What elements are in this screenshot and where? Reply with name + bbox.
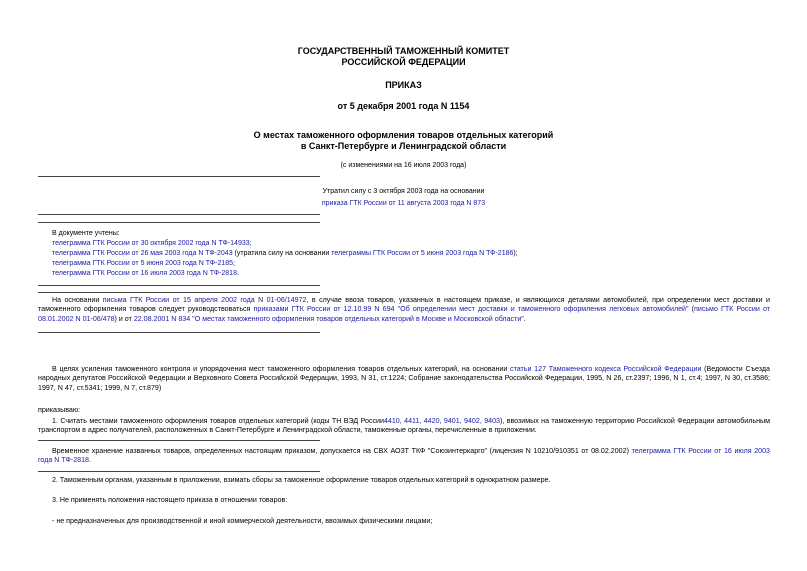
history-link[interactable]: телеграмма ГТК России от 26 мая 2003 года N ТФ-2043 — [52, 250, 233, 257]
history-link[interactable]: телеграмма ГТК России от 30 октября 2002 года N ТФ-14933; — [52, 240, 252, 247]
basis-orders-link[interactable]: приказами ГТК России от 12.10.99 N 694 "Об определении мест доставки и таможенного оформления легковых автомобилей" — [253, 305, 689, 314]
status-repeal-link[interactable]: приказа ГТК России от 11 августа 2003 года N 873 — [321, 200, 486, 207]
history-link[interactable]: телеграмма ГТК России от 5 июня 2003 года N ТФ-2185; — [52, 260, 235, 267]
basis-letter2-link[interactable]: письмо ГТК России от 08.01.2002 N 01-06/478 — [38, 305, 770, 323]
clause-1: 1. Считать местами таможенного оформления товаров отдельных категорий (коды ТН ВЭД России4410, 4411, 4420, 9401, 9402, 9403), ввозимых на таможенную территорию Российской Федерации автомобильным транспортом в адрес получателей, расположенных в Санкт-Петербурге и Ленинградской области, таможенные органы, перечисленные в приложении. — [38, 417, 771, 435]
storage-paragraph: Временное хранение названных товаров, определенных настоящим приказом, допускается на СВХ АОЗТ ТКФ "Союзинтеркарго" (лицензия N 10210/910351 от 08.02.2002) телеграмма ГТК России от 16 июля 2003 года N ТФ-2818. — [38, 447, 770, 465]
preamble-paragraph: В целях усиления таможенного контроля и упорядочения мест таможенного оформления товаров отдельных категорий, на основании статьи 127 Таможенного кодекса Российской Федерации (Ведомости Съезда народных депутатов Российской Федерации и Верховного Совета Российской Федерации, 1993, N 31, ст.1224; Собрание законодательства Российской Федерации, 1995, N 26, ст.2397; 1996, N 1, ст.4; 1997, N 30, ст.3586; 1997, N 47, ст.5341; 1999, N 7, ст.879) — [38, 365, 770, 392]
authority-line-1: ГОСУДАРСТВЕННЫЙ ТАМОЖЕННЫЙ КОМИТЕТ — [297, 46, 510, 56]
history-block — [52, 229, 518, 279]
document-type: ПРИКАЗ — [385, 80, 422, 90]
history-item — [52, 269, 518, 279]
basis-order834-link[interactable]: 22.08.2001 N 834 "О местах таможенного оформления товаров отдельных категорий в Москве и Московской области" — [133, 314, 524, 323]
basis-letter-link[interactable]: письма ГТК России от 15 апреля 2002 года N 01-06/14972 — [102, 296, 307, 304]
divider — [38, 440, 320, 441]
history-item — [52, 259, 518, 269]
clause-3-subitem: - не предназначенных для производственной и иной коммерческой деятельности, ввозимых физическими лицами; — [52, 517, 433, 525]
clause-2: 2. Таможенным органам, указанным в приложении, взимать сборы за таможенное оформление товаров отдельных категорий в однократном размере. — [52, 476, 551, 484]
history-link[interactable]: телеграмма ГТК России от 16 июля 2003 года N ТФ-2818. — [52, 270, 239, 277]
status-block — [0, 186, 807, 210]
divider — [38, 222, 320, 223]
clause-3: 3. Не применять положения настоящего приказа в отношении товаров: — [52, 496, 288, 504]
document-title — [0, 130, 807, 152]
divider — [38, 176, 320, 177]
history-item: телеграмма ГТК России от 26 мая 2003 года N ТФ-2043 (утратила силу на основании телеграммы ГТК России от 5 июня 2003 года N ТФ-2186); — [52, 250, 518, 257]
history-item — [52, 239, 518, 249]
status-text: Утратил силу с 3 октября 2003 года на основании — [322, 188, 485, 195]
title-line-1: О местах таможенного оформления товаров отдельных категорий — [253, 130, 554, 140]
divider — [38, 214, 320, 215]
divider — [38, 292, 320, 293]
authority-line-2: РОССИЙСКОЙ ФЕДЕРАЦИИ — [341, 57, 466, 67]
document-date: от 5 декабря 2001 года N 1154 — [337, 101, 470, 111]
basis-paragraph: На основании письма ГТК России от 15 апреля 2002 года N 01-06/14972, в случае ввоза товаров, указанных в настоящем приказе, и являющихся деталями автомобилей, при определении мест доставки и таможенного оформления товаров следует руководствоваться приказами ГТК России от 12.10.99 N 694 "Об определении мест доставки и таможенного оформления легковых автомобилей" (письмо ГТК России от 08.01.2002 N 01-06/478) и от 22.08.2001 N 834 "О местах таможенного оформления товаров отдельных категорий в Москве и Московской области". — [38, 296, 770, 323]
history-caption: В документе учтены: — [52, 230, 120, 237]
history-link[interactable]: телеграммы ГТК России от 5 июня 2003 года N ТФ-2186 — [331, 250, 514, 257]
title-line-2: в Санкт-Петербурге и Ленинградской области — [300, 141, 507, 151]
divider — [38, 285, 320, 286]
order-word: приказываю: — [38, 406, 81, 414]
storage-telegram-link[interactable]: телеграмма ГТК России от 16 июля 2003 года N ТФ-2818 — [38, 447, 770, 465]
divider — [38, 332, 320, 333]
tn-ved-codes-link[interactable]: 4410, 4411, 4420, 9401, 9402, 9403 — [383, 417, 500, 425]
changes-note: (с изменениями на 16 июля 2003 года) — [340, 162, 467, 169]
customs-code-link[interactable]: статьи 127 Таможенного кодекса Российской Федерации — [510, 365, 702, 373]
divider — [38, 471, 320, 472]
issuing-authority — [0, 46, 807, 68]
